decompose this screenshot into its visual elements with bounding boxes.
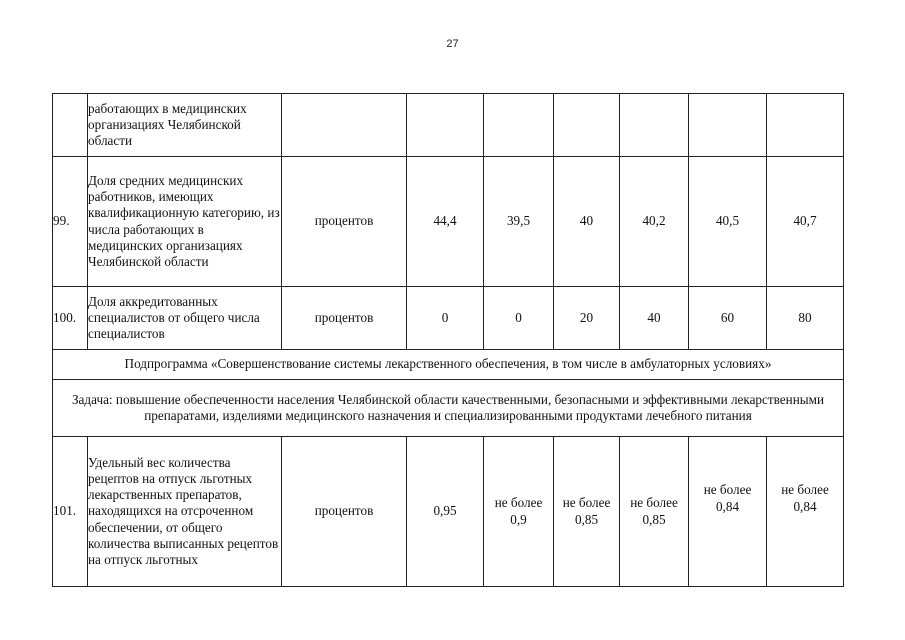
value-cell <box>554 94 620 157</box>
value-cell: 39,5 <box>484 157 554 287</box>
value-number: 0,84 <box>793 498 817 514</box>
row-number: 100. <box>53 287 88 350</box>
unit-cell: процентов <box>282 287 407 350</box>
indicators-table <box>52 93 844 587</box>
value-number: 0,9 <box>510 511 527 527</box>
indicator-name: работающих в медицинских организациях Челябинской области <box>88 94 282 157</box>
unit-cell: процентов <box>282 437 407 587</box>
table-row <box>53 94 844 157</box>
value-prefix: не более <box>562 495 611 511</box>
value-cell: 0,95 <box>407 437 484 587</box>
value-cell <box>767 94 844 157</box>
table-row <box>53 437 844 587</box>
task-text: Задача: повышение обеспеченности населения Челябинской области качественными, безопасными и эффективными лекарственными препаратами, изделиями медицинского назначения и специализированными продуктами лечебного питания <box>53 380 844 437</box>
value-prefix: не более <box>630 495 678 511</box>
indicator-name: Удельный вес количества рецептов на отпуск льготных лекарственных препаратов, находящихся на отсроченном обеспечении, от общего количества выписанных рецептов на отпуск льготных <box>88 437 282 587</box>
value-prefix: не более <box>781 482 829 498</box>
value-cell: 40,7 <box>767 157 844 287</box>
table-row <box>53 287 844 350</box>
value-cell: 0 <box>484 287 554 350</box>
row-number <box>53 94 88 157</box>
value-cell: 20 <box>554 287 620 350</box>
value-cell: 60 <box>689 287 767 350</box>
value-cell <box>767 437 844 587</box>
subprogram-row <box>53 350 844 380</box>
value-cell: 80 <box>767 287 844 350</box>
value-cell <box>407 94 484 157</box>
subprogram-title: Подпрограмма «Совершенствование системы лекарственного обеспечения, в том числе в амбулаторных условиях» <box>53 350 844 380</box>
value-cell: 0 <box>407 287 484 350</box>
value-cell: 40,5 <box>689 157 767 287</box>
value-number: 0,85 <box>642 511 666 527</box>
value-number: 0,84 <box>715 498 740 514</box>
table-row <box>53 157 844 287</box>
value-prefix: не более <box>703 482 752 498</box>
row-number: 99. <box>53 157 88 287</box>
value-cell <box>484 94 554 157</box>
value-cell: 40 <box>554 157 620 287</box>
indicator-name: Доля аккредитованных специалистов от общего числа специалистов <box>88 287 282 350</box>
task-row <box>53 380 844 437</box>
value-cell <box>620 437 689 587</box>
unit-cell <box>282 94 407 157</box>
value-cell: 40 <box>620 287 689 350</box>
value-number: 0,85 <box>574 511 599 527</box>
row-number: 101. <box>53 437 88 587</box>
value-cell: 44,4 <box>407 157 484 287</box>
value-cell: 40,2 <box>620 157 689 287</box>
indicator-name: Доля средних медицинских работников, имеющих квалификационную категорию, из числа работающих в медицинских организациях Челябинской области <box>88 157 282 287</box>
value-cell <box>484 437 554 587</box>
value-prefix: не более <box>494 495 543 511</box>
value-cell <box>554 437 620 587</box>
unit-cell: процентов <box>282 157 407 287</box>
value-cell <box>620 94 689 157</box>
value-cell <box>689 437 767 587</box>
value-cell <box>689 94 767 157</box>
page-number: 27 <box>446 38 459 50</box>
